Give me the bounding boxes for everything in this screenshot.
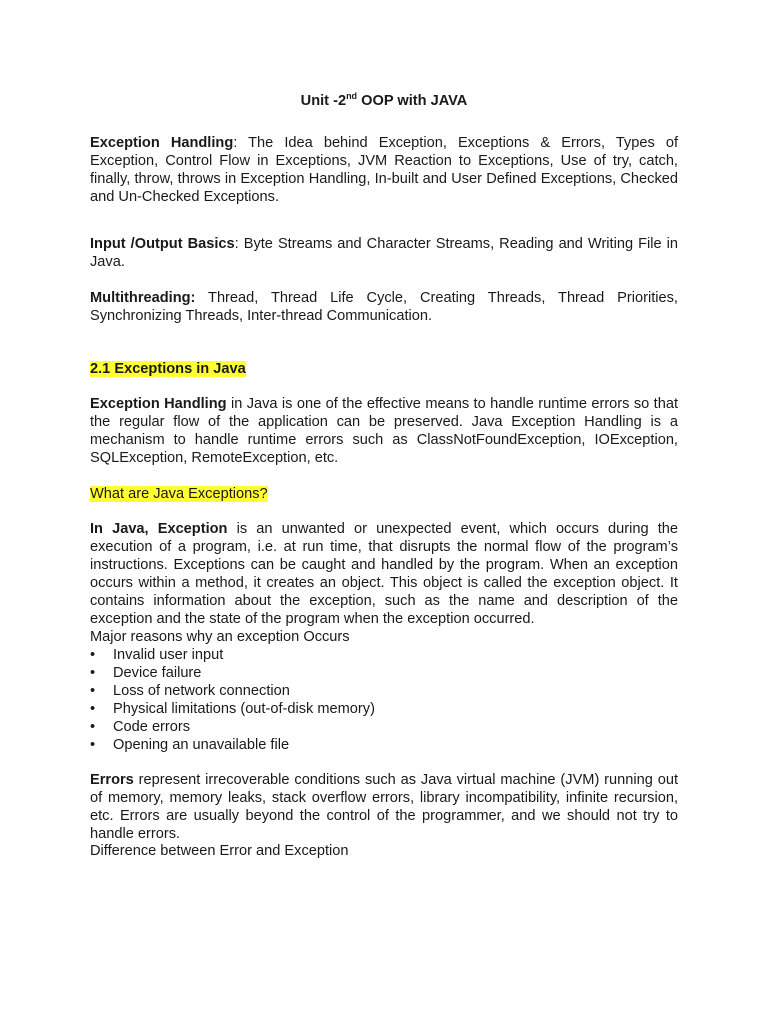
syllabus-io-label: Input /Output Basics [90,236,235,252]
intro-lead: Exception Handling [90,396,227,412]
syllabus-exception-text: : The Idea behind Exception, Exceptions & Errors, Types of Exception, Control Flow in Exceptions, JVM Reaction to Exceptions, Use of try, catch, finally, throw, throws in Exception Handling, In-built and User Defined Exceptions, Checked and Un-Checked Exceptions. [90,135,679,205]
bullet-icon: • [90,683,96,699]
list-item [90,664,678,682]
list-item [90,682,678,700]
section-heading-text: 2.1 Exceptions in Java [90,361,246,377]
syllabus-multithreading-label: Multithreading: [90,290,196,306]
bullet-icon: • [90,647,96,663]
section-heading [90,360,678,378]
list-item-text: Invalid user input [113,647,224,663]
syllabus-exception-label: Exception Handling [90,135,234,151]
subheading [90,485,678,503]
definition-text: is an unwanted or unexpected event, which occurs during the execution of a program, i.e. at run time, that disrupts the normal flow of the program’s instructions. Exceptions can be caught and handled by the program. When an exception occurs within a method, it creates an object. This object is called the exception object. It contains information about the exception, such as the name and description of the exception and the state of the program when the exception occurred. [90,521,679,627]
list-item-text: Device failure [113,665,202,681]
syllabus-multithreading [90,289,678,325]
page-title [0,92,768,110]
title-suffix: OOP with JAVA [357,93,468,109]
bullet-icon: • [90,719,96,735]
list-item-text: Opening an unavailable file [113,737,290,753]
errors-text: represent irrecoverable conditions such as Java virtual machine (JVM) running out of memory, memory leaks, stack overflow errors, library incompatibility, infinite recursion, etc. Errors are usually beyond the control of the programmer, and we should not try to handle errors. [90,772,678,842]
intro-paragraph [90,395,678,467]
bullet-icon: • [90,665,96,681]
list-item-text: Loss of network connection [113,683,290,699]
subheading-text: What are Java Exceptions? [90,486,268,502]
syllabus-multithreading-text: Thread, Thread Life Cycle, Creating Threads, Thread Priorities, Synchronizing Threads, Inter-thread Communication. [90,290,678,324]
reasons-list [90,646,678,754]
title-superscript: nd [346,91,358,102]
errors-lead: Errors [90,772,134,788]
intro-text: in Java is one of the effective means to handle runtime errors so that the regular flow of the application can be preserved. Java Exception Handling is a mechanism to handle runtime errors such as ClassNotFoundException, IOException, SQLException, RemoteException, etc. [90,396,678,466]
list-item [90,718,678,736]
definition-paragraph [90,520,678,628]
syllabus-io-text: : Byte Streams and Character Streams, Reading and Writing File in Java. [90,236,678,270]
difference-line: Difference between Error and Exception [90,843,349,859]
list-item [90,736,678,754]
reasons-heading: Major reasons why an exception Occurs [90,629,350,645]
list-item-text: Code errors [113,719,191,735]
list-item [90,646,678,664]
title-prefix: Unit -2 [300,93,347,109]
bullet-icon: • [90,701,96,717]
definition-lead: In Java, Exception [90,521,228,537]
syllabus-exception-handling [90,134,678,206]
list-item [90,700,678,718]
bullet-icon: • [90,737,96,753]
syllabus-io-basics [90,235,678,271]
errors-paragraph [90,771,678,843]
list-item-text: Physical limitations (out-of-disk memory) [113,701,375,717]
